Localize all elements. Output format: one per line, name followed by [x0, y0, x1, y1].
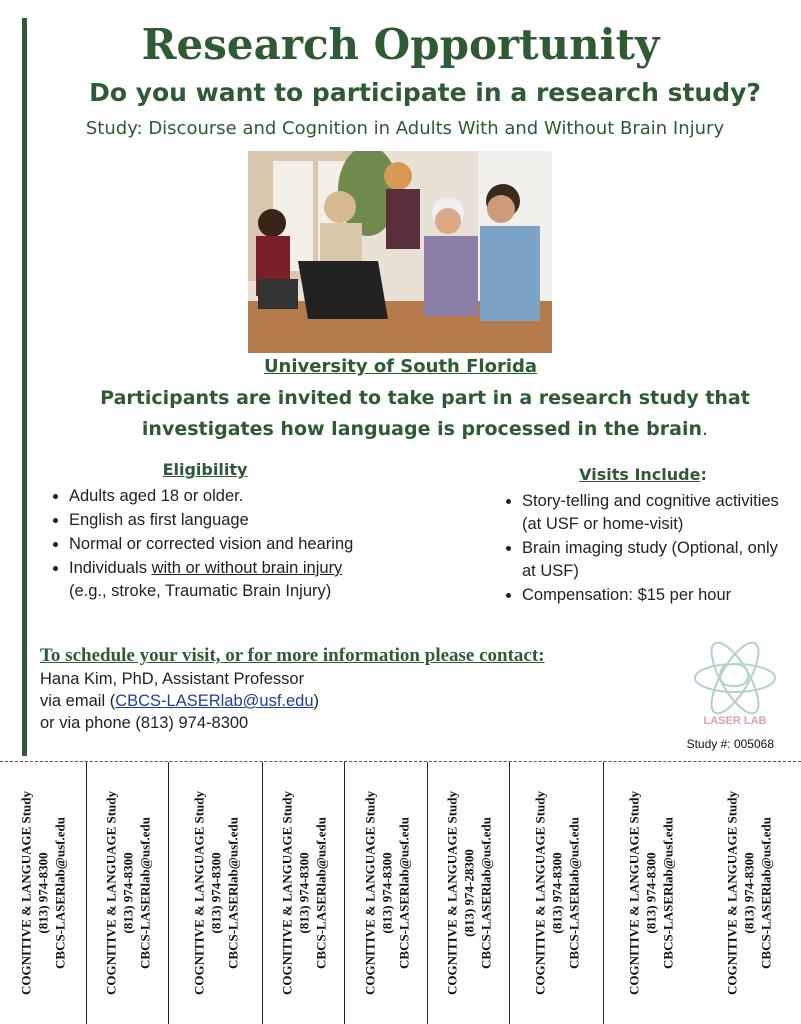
- study-name: Study: Discourse and Cognition in Adults With and Without Brain Injury: [85, 118, 725, 139]
- tear-off-tab[interactable]: [344, 762, 428, 1024]
- list-item: • Adults aged 18 or older.: [69, 485, 370, 508]
- tab-email: CBCS-LASERlab@usf.edu: [313, 817, 329, 969]
- tab-phone: (813) 974-8300: [120, 852, 136, 934]
- injury-prefix: Individuals: [69, 559, 152, 577]
- visits-heading: [493, 465, 793, 484]
- logo-text: LASER LAB: [703, 715, 767, 727]
- tear-off-tab[interactable]: [603, 762, 698, 1024]
- tab-study: COGNITIVE & LANGUAGE Study: [626, 790, 642, 996]
- contact-heading: To schedule your visit, or for more information please contact:: [40, 645, 545, 666]
- invitation-text: [70, 383, 780, 445]
- tab-phone: (813) 974-8300: [549, 852, 565, 934]
- tab-phone: (813) 974-8300: [296, 852, 312, 934]
- tab-text: [191, 773, 242, 1013]
- laser-lab-logo: [690, 638, 780, 730]
- tab-email: CBCS-LASERlab@usf.edu: [478, 817, 494, 969]
- tear-off-tab[interactable]: [262, 762, 345, 1024]
- page-subtitle: Do you want to participate in a research study?: [89, 78, 761, 107]
- tab-phone: (813) 974-8300: [379, 852, 394, 934]
- tab-text: [361, 773, 412, 1013]
- tab-study: COGNITIVE & LANGUAGE Study: [444, 790, 460, 996]
- list-item: • Story-telling and cognitive activities (at USF or home-visit): [522, 490, 793, 536]
- tab-phone: (813) 974-8300: [208, 852, 224, 934]
- page-title: Research Opportunity: [141, 20, 660, 69]
- tab-email: CBCS-LASERlab@usf.edu: [758, 817, 774, 969]
- contact-email-line: [40, 690, 680, 712]
- tear-off-tab[interactable]: [168, 762, 263, 1024]
- tear-off-tab[interactable]: [509, 762, 604, 1024]
- eligibility-list: [40, 485, 370, 603]
- tab-email: CBCS-LASERlab@usf.edu: [660, 817, 676, 969]
- tab-text: [532, 773, 583, 1013]
- tear-off-tab[interactable]: [427, 762, 510, 1024]
- tab-text: [18, 773, 69, 1013]
- eligibility-section: [40, 460, 370, 604]
- tear-off-tab[interactable]: [697, 762, 801, 1024]
- tab-email: CBCS-LASERlab@usf.edu: [396, 817, 411, 969]
- tab-study: COGNITIVE & LANGUAGE Study: [724, 790, 740, 996]
- email-prefix: via email (: [40, 692, 116, 710]
- university-name: University of South Florida: [263, 356, 538, 377]
- invitation-sentence: Participants are invited to take part in a research study that investigates how language is processed in the brain: [100, 387, 750, 440]
- tab-study: COGNITIVE & LANGUAGE Study: [103, 790, 119, 996]
- email-suffix: ): [313, 692, 320, 710]
- contact-section: [40, 645, 680, 734]
- visits-heading-text: Visits Include: [579, 465, 701, 484]
- atom-brain-icon: [690, 638, 780, 730]
- participants-photo: [248, 151, 552, 353]
- tab-text: [103, 773, 154, 1013]
- tab-phone: (813) 974-8300: [35, 852, 51, 934]
- tab-study: COGNITIVE & LANGUAGE Study: [191, 790, 207, 996]
- tab-phone: (813) 974-8300: [741, 852, 757, 934]
- list-item: • Normal or corrected vision and hearing: [69, 533, 370, 556]
- tab-phone: (813) 974-8300: [643, 852, 659, 934]
- visits-list: [493, 490, 793, 607]
- tab-text: [444, 773, 495, 1013]
- list-item: • Compensation: $15 per hour: [522, 584, 793, 607]
- email-link[interactable]: CBCS-LASERlab@usf.edu: [115, 692, 314, 710]
- tab-text: [724, 773, 775, 1013]
- contact-name: Hana Kim, PhD, Assistant Professor: [40, 670, 305, 688]
- accent-bar: [22, 18, 27, 756]
- injury-emphasis: with or without brain injury: [151, 559, 343, 577]
- tab-email: CBCS-LASERlab@usf.edu: [137, 817, 153, 969]
- tab-text: [626, 773, 677, 1013]
- visits-section: [493, 465, 793, 608]
- tab-phone: (813) 974-28300: [461, 849, 477, 937]
- study-number: Study #: 005068: [686, 737, 774, 751]
- tab-study: COGNITIVE & LANGUAGE Study: [532, 790, 548, 996]
- invitation-period: .: [702, 418, 709, 440]
- visits-heading-colon: :: [700, 465, 707, 484]
- tab-email: CBCS-LASERlab@usf.edu: [52, 817, 68, 969]
- tab-study: COGNITIVE & LANGUAGE Study: [279, 790, 295, 996]
- list-item: [69, 557, 370, 603]
- eligibility-heading: Eligibility: [162, 460, 248, 479]
- list-item: • English as first language: [69, 509, 370, 532]
- tear-off-tab[interactable]: [0, 762, 86, 1024]
- injury-examples: (e.g., stroke, Traumatic Brain Injury): [69, 582, 332, 600]
- tab-text: [279, 773, 330, 1013]
- tab-study: COGNITIVE & LANGUAGE Study: [18, 790, 34, 996]
- tab-email: CBCS-LASERlab@usf.edu: [225, 817, 241, 969]
- tab-email: CBCS-LASERlab@usf.edu: [566, 817, 582, 969]
- tear-off-tab[interactable]: [86, 762, 169, 1024]
- contact-phone: or via phone (813) 974-8300: [40, 714, 249, 732]
- list-item: • Brain imaging study (Optional, only at USF): [522, 537, 793, 583]
- tab-study: COGNITIVE & LANGUAGE Study: [362, 790, 377, 996]
